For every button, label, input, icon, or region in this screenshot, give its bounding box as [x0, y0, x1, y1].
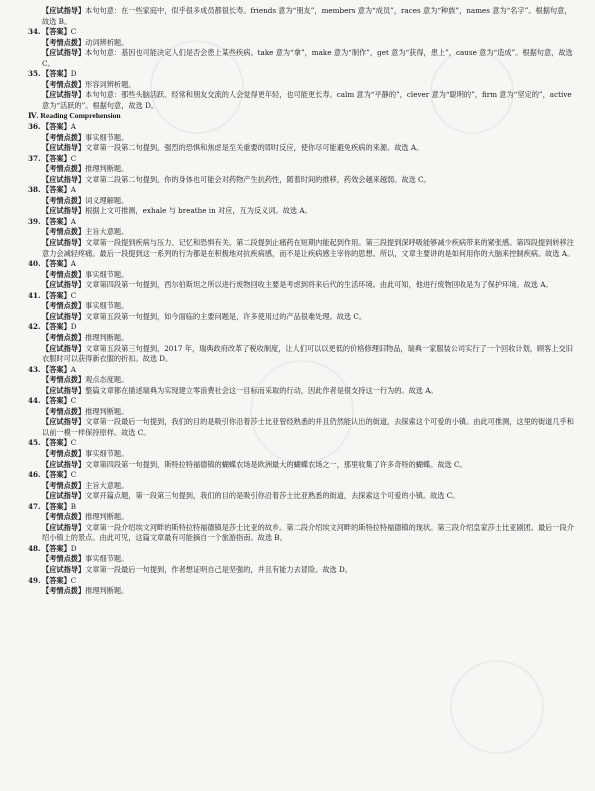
label-tag: 【答案】	[42, 185, 71, 195]
label-tag: 【考情点拨】	[42, 227, 86, 237]
explanation-row	[28, 460, 577, 471]
explanation-text: 根据上文可推测，exhale 与 breathe in 对应，互为反义词。故选 A。	[85, 206, 312, 216]
explanation-row	[28, 38, 577, 49]
explanation-row	[28, 143, 577, 154]
explanation-text: 推理判断题。	[85, 512, 129, 522]
label-tag: 【答案】	[42, 69, 71, 79]
answer-row	[28, 544, 577, 555]
explanation-text: A	[70, 122, 76, 132]
explanation-row	[28, 48, 577, 69]
explanation-text: B	[70, 501, 77, 511]
answer-row	[28, 438, 577, 449]
explanation-text: A	[70, 259, 76, 269]
explanation-row	[28, 449, 577, 460]
explanation-row	[28, 512, 577, 523]
answer-row	[28, 69, 577, 80]
label-tag: 【应试指导】	[42, 143, 86, 153]
explanation-text: 本句句意：在一些家庭中，似乎很多成员都很长寿。friends 意为“朋友”，members 意为“成员”，races 意为“种族”，names 意为“名字”。根据句意，故选 B。	[42, 6, 572, 26]
explanation-text: C	[70, 575, 77, 585]
label-tag: 【应试指导】	[42, 48, 86, 58]
answer-row	[28, 185, 577, 196]
explanation-row	[28, 280, 577, 291]
explanation-row	[28, 417, 577, 438]
label-tag: 【应试指导】	[42, 343, 86, 353]
answer-row	[28, 322, 577, 333]
explanation-text: 推理判断题。	[85, 406, 129, 416]
explanation-row	[28, 206, 577, 217]
answer-row	[28, 365, 577, 376]
explanation-text: D	[70, 322, 77, 332]
label-tag: 【考情点拨】	[42, 406, 86, 416]
explanation-text: 文章第一段最后一句提到，我们的目的是吸引你沿着莎士比亚曾经熟悉的并且仍然能认出的街道，去探索这个可爱的小镇。由此可推测，这里的街道几乎和以前一模一样保持原样。故选 C。	[42, 417, 574, 437]
explanation-text: 词义理解题。	[85, 195, 129, 205]
explanation-row	[28, 312, 577, 323]
label-tag: 【答案】	[42, 153, 71, 163]
answer-row	[28, 217, 577, 228]
label-tag: 【答案】	[42, 259, 71, 269]
explanation-row	[28, 175, 577, 186]
answer-row	[28, 122, 577, 133]
question-number: 43.	[28, 364, 41, 374]
answer-row	[28, 470, 577, 481]
explanation-text: C	[70, 27, 77, 37]
explanation-row	[28, 554, 577, 565]
explanation-row	[28, 133, 577, 144]
question-number: 40.	[28, 259, 41, 269]
explanation-text: 事实细节题。	[85, 301, 129, 311]
explanation-text: D	[70, 543, 77, 553]
explanation-text: C	[70, 396, 77, 406]
explanation-row	[28, 586, 577, 597]
label-tag: 【应试指导】	[42, 385, 86, 395]
explanation-text: 整篇文章都在描述瑞典为实现建立零浪费社会这一目标而采取的行动，因此作者是很支持这一行为的。故选 A。	[85, 385, 438, 395]
explanation-row	[28, 565, 577, 576]
label-tag: 【答案】	[42, 122, 71, 132]
question-number: 37.	[28, 153, 41, 163]
explanation-row	[28, 227, 577, 238]
explanation-text: A	[70, 185, 76, 195]
label-tag: 【考情点拨】	[42, 375, 86, 385]
question-number: 42.	[28, 322, 41, 332]
label-tag: 【考情点拨】	[42, 301, 86, 311]
label-tag: 【答案】	[42, 501, 71, 511]
answer-row	[28, 396, 577, 407]
label-tag: 【答案】	[42, 27, 71, 37]
label-tag: 【考情点拨】	[42, 195, 86, 205]
label-tag: 【应试指导】	[42, 311, 86, 321]
question-number: 39.	[28, 216, 41, 226]
explanation-text: 文章第五段第三句提到，2017 年，瑞典政府改革了税收制度，让人们可以以更低的价格修理旧物品，瑞典一家服装公司实行了一个回收计划，顾客上交旧衣服时可以获得新衣服的折扣。故选 D。	[42, 343, 573, 364]
label-tag: 【应试指导】	[42, 174, 86, 184]
label-tag: 【应试指导】	[42, 491, 86, 501]
explanation-row	[28, 164, 577, 175]
explanation-text: 事实细节题。	[85, 269, 129, 279]
label-tag: 【考情点拨】	[42, 480, 86, 490]
explanation-text: 本句句意：那些头脑活跃、经常和朋友交流的人会觉得更年轻，也可能更长寿。calm 意为“平静的”，clever 意为“聪明的”，firm 意为“坚定的”，active 意为“活跃的”。根据句意，故选 D。	[42, 90, 572, 110]
answer-row	[28, 576, 577, 587]
label-tag: 【应试指导】	[42, 564, 86, 574]
label-tag: 【考情点拨】	[42, 586, 86, 596]
explanation-text: 文章开篇点题，第一段第三句提到，我们的目的是吸引你沿着莎士比亚熟悉的街道，去探索这个可爱的小镇。故选 C。	[85, 491, 460, 501]
label-tag: 【答案】	[42, 575, 71, 585]
explanation-text: 文章第四段第一句提到，西尔伯斯坦之所以进行废物回收主要是考虑到将来后代的生活环境。由此可知，他进行废物回收是为了保护环境。故选 A。	[85, 280, 553, 290]
explanation-text: 主旨大意题。	[85, 480, 129, 490]
explanation-text: C	[70, 438, 77, 448]
question-number: 48.	[28, 543, 41, 553]
label-tag: 【考情点拨】	[42, 512, 86, 522]
explanation-row	[28, 407, 577, 418]
explanation-row	[28, 301, 577, 312]
explanation-text: 推理判断题。	[85, 164, 129, 174]
label-tag: 【应试指导】	[42, 280, 86, 290]
explanation-text: 推理判断题。	[85, 332, 129, 342]
answer-row	[28, 259, 577, 270]
question-number: 34.	[28, 27, 41, 37]
explanation-text: 文章第一段最后一句提到，作者想证明自己是坚强的，并且有能力去冒险。故选 D。	[85, 564, 352, 574]
explanation-text: 形容词辨析题。	[85, 79, 136, 89]
explanation-text: 本句句意：基因也可能决定人们是否会患上某些疾病。take 意为“拿”，make 意为“制作”，get 意为“获得，患上”，cause 意为“造成”。根据句意，故选 C。	[42, 48, 573, 68]
label-tag: 【答案】	[42, 543, 71, 553]
label-tag: 【应试指导】	[42, 522, 86, 532]
question-number: 49.	[28, 575, 41, 585]
explanation-text: 观点态度题。	[85, 375, 129, 385]
explanation-row	[28, 386, 577, 397]
explanation-text: 文章第一段介绍埃文河畔的斯特拉特福德镇是莎士比亚的故乡。第二段介绍埃文河畔的斯特拉特福德镇的现状。第三段介绍皇家莎士比亚剧团。最后一段介绍小镇上的景点。由此可见，这篇文章最有可能摘自一个旅游指南。故选 B。	[42, 522, 574, 543]
explanation-row	[28, 481, 577, 492]
question-number: 47.	[28, 501, 41, 511]
explanation-text: 事实细节题。	[85, 448, 129, 458]
explanation-text: C	[70, 470, 77, 480]
explanation-text: 事实细节题。	[85, 554, 129, 564]
answer-row	[28, 27, 577, 38]
answer-row	[28, 154, 577, 165]
label-tag: 【考情点拨】	[42, 164, 86, 174]
label-tag: 【应试指导】	[42, 206, 86, 216]
answer-content	[28, 6, 577, 597]
question-number: 36.	[28, 122, 41, 132]
explanation-text: 文章第一段提到疾病与压力、记忆和恐惧有关。第二段提到止痛药在短期内能起到作用。第三段提到深呼吸能够减少疾病带来的紧张感。第四段提到转移注意力会减轻疼痛。最后一段提到这一系列的行为都是在积极地对抗疾病感，而不是让疾病感主宰你的思想。所以，文章主要讲的是如何用你的大脑来控制疾病。故选 A。	[42, 238, 575, 258]
explanation-text: 事实细节题。	[85, 132, 129, 142]
answer-row	[28, 502, 577, 513]
label-tag: 【考情点拨】	[42, 79, 86, 89]
explanation-text: A	[70, 216, 76, 226]
answer-row	[28, 291, 577, 302]
explanation-text: 主旨大意题。	[85, 227, 129, 237]
label-tag: 【答案】	[42, 396, 71, 406]
label-tag: 【答案】	[42, 364, 71, 374]
question-number: 38.	[28, 185, 41, 195]
question-number: 44.	[28, 396, 41, 406]
label-tag: 【应试指导】	[42, 90, 86, 100]
label-tag: 【考情点拨】	[42, 448, 86, 458]
explanation-text: C	[70, 153, 77, 163]
question-number: 45.	[28, 438, 41, 448]
explanation-row	[28, 238, 577, 259]
explanation-text: 文章第二段第二句提到，你的身体也可能会对药物产生抗药性，随着时间的推移，药效会越来越弱。故选 C。	[85, 174, 431, 184]
explanation-row	[28, 523, 577, 544]
section-heading: Ⅳ. Reading Comprehension	[28, 111, 121, 121]
explanation-text: A	[70, 364, 76, 374]
watermark-seal-bottom	[450, 660, 544, 754]
label-tag: 【考情点拨】	[42, 554, 86, 564]
explanation-row	[28, 90, 577, 111]
label-tag: 【答案】	[42, 438, 71, 448]
explanation-text: 文章第五段第一句提到，如今面临的主要问题是，许多使用过的产品很难处理。故选 C。	[85, 311, 367, 321]
explanation-row	[28, 80, 577, 91]
question-number: 46.	[28, 470, 41, 480]
label-tag: 【考情点拨】	[42, 332, 86, 342]
explanation-text: 推理判断题。	[85, 586, 129, 596]
explanation-row	[28, 333, 577, 344]
label-tag: 【考情点拨】	[42, 269, 86, 279]
explanation-row	[28, 375, 577, 386]
explanation-text: D	[70, 69, 77, 79]
explanation-row	[28, 491, 577, 502]
question-number: 41.	[28, 290, 41, 300]
label-tag: 【应试指导】	[42, 238, 86, 248]
explanation-row	[28, 6, 577, 27]
label-tag: 【应试指导】	[42, 459, 86, 469]
question-number: 35.	[28, 69, 41, 79]
explanation-row	[28, 344, 577, 365]
explanation-text: 文章第一段第二句提到，强烈的恐惧和焦虑是至关重要的即时反应，使你尽可能避免疾病的来源。故选 A。	[85, 143, 424, 153]
explanation-text: C	[70, 290, 77, 300]
label-tag: 【答案】	[42, 470, 71, 480]
label-tag: 【答案】	[42, 290, 71, 300]
explanation-text: 动词辨析题。	[85, 37, 129, 47]
label-tag: 【考情点拨】	[42, 37, 86, 47]
explanation-text: 文章第四段第一句提到，斯特拉特福德镇的蝴蝶农场是欧洲最大的蝴蝶农场之一，那里收集了许多奇特的蝴蝶。故选 C。	[85, 459, 467, 469]
label-tag: 【答案】	[42, 216, 71, 226]
label-tag: 【应试指导】	[42, 6, 86, 15]
label-tag: 【应试指导】	[42, 417, 86, 427]
label-tag: 【考情点拨】	[42, 132, 86, 142]
label-tag: 【答案】	[42, 322, 71, 332]
explanation-row	[28, 196, 577, 207]
explanation-row	[28, 270, 577, 281]
